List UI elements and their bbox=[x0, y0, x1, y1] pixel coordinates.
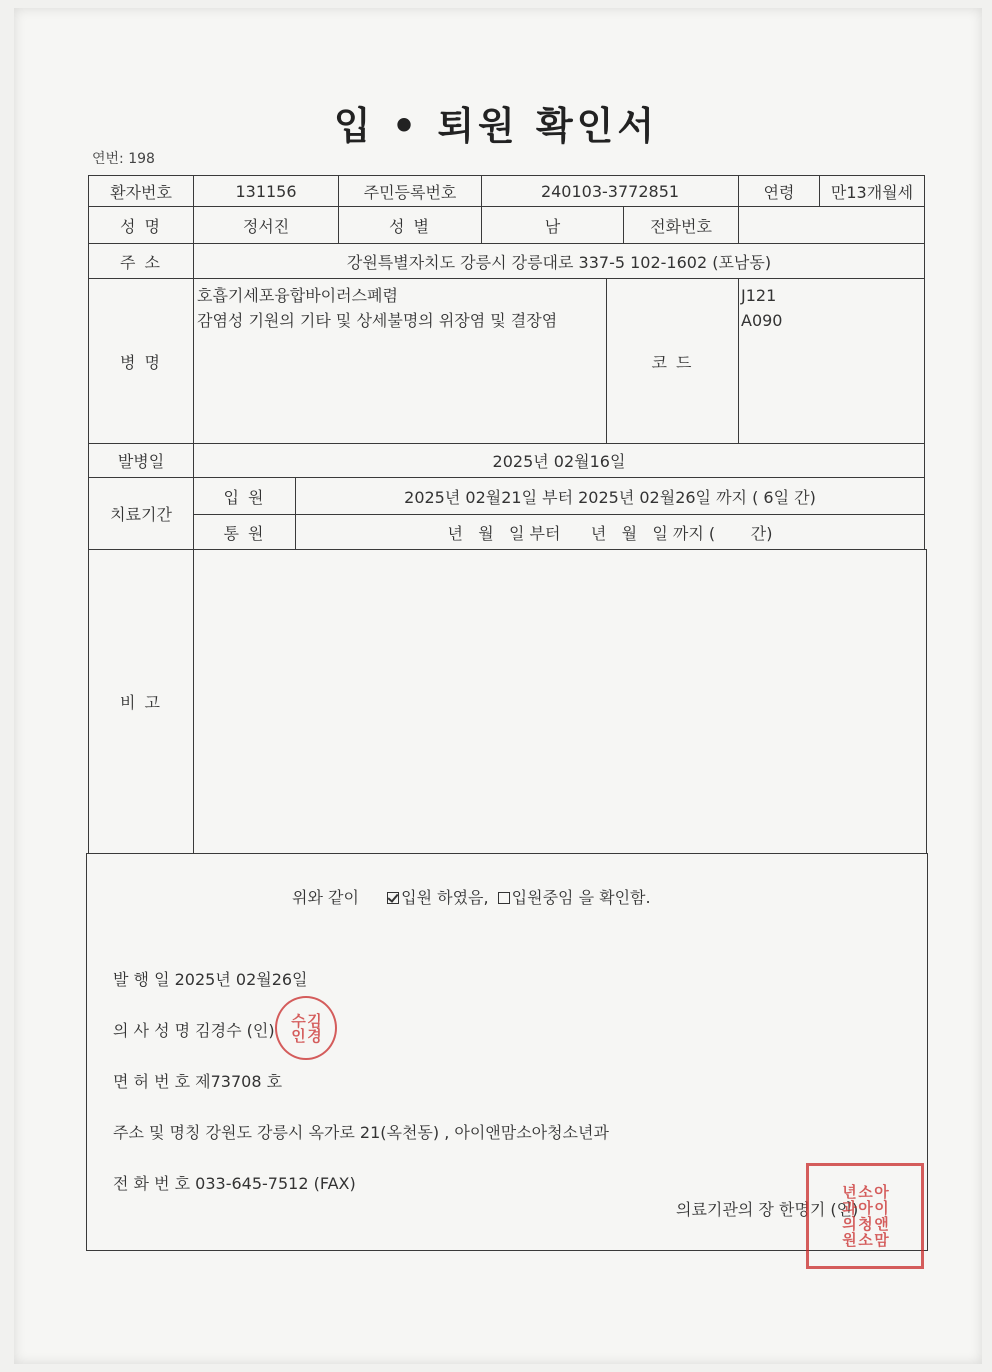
doctor-seal-stamp bbox=[275, 996, 337, 1060]
institution-seal-text: 아이앤맘 소아청소 년과의원 bbox=[840, 1184, 890, 1248]
diagnosis-label: 병 명 bbox=[88, 278, 194, 444]
age-label: 연령 bbox=[738, 175, 820, 207]
institution-head: 의료기관의 장 한명기 (인) bbox=[676, 1200, 859, 1219]
confirm-option2: 입원중임 을 확인함. bbox=[511, 888, 651, 907]
patient-no-label: 환자번호 bbox=[88, 175, 194, 207]
onset-value: 2025년 02월16일 bbox=[193, 443, 925, 478]
outpatient-label: 통 원 bbox=[193, 514, 296, 550]
onset-label: 발병일 bbox=[88, 443, 194, 478]
address-value: 강원특별자치도 강릉시 강릉대로 337-5 102-1602 (포남동) bbox=[193, 243, 925, 279]
phone-label: 전화번호 bbox=[623, 206, 739, 244]
admitted-checkbox bbox=[387, 892, 399, 904]
inpatient-value: 2025년 02월21일 부터 2025년 02월26일 까지 ( 6일 간) bbox=[295, 477, 925, 515]
phone-value bbox=[738, 206, 925, 244]
rrn-label: 주민등록번호 bbox=[338, 175, 482, 207]
treatment-label: 치료기간 bbox=[88, 477, 194, 550]
issue-date: 발 행 일 2025년 02월26일 bbox=[113, 970, 308, 989]
document-title: 입 • 퇴원 확인서 bbox=[333, 104, 659, 148]
sex-value: 남 bbox=[481, 206, 624, 244]
inpatient-label: 입 원 bbox=[193, 477, 296, 515]
diagnosis-box bbox=[193, 278, 607, 444]
confirm-sentence bbox=[292, 885, 651, 908]
remarks-label: 비 고 bbox=[88, 549, 194, 854]
doctor-seal-text: 김경 수인 bbox=[289, 1013, 323, 1043]
institution-seal-stamp bbox=[806, 1163, 924, 1269]
code-line-1: J121 bbox=[741, 286, 777, 305]
age-value: 만13개월세 bbox=[819, 175, 925, 207]
diagnosis-line-2: 감염성 기원의 기타 및 상세불명의 위장염 및 결장염 bbox=[197, 311, 558, 330]
address-label: 주 소 bbox=[88, 243, 194, 279]
sex-label: 성 별 bbox=[338, 206, 482, 244]
doctor-name: 의 사 성 명 김경수 (인) bbox=[113, 1021, 275, 1040]
confirm-option1: 입원 하였음, bbox=[401, 888, 489, 907]
serial-number: 연번: 198 bbox=[92, 151, 155, 167]
hospitalized-checkbox bbox=[498, 892, 510, 904]
code-line-2: A090 bbox=[741, 311, 783, 330]
code-lines bbox=[741, 283, 782, 333]
institution-phone: 전 화 번 호 033-645-7512 (FAX) bbox=[113, 1174, 356, 1193]
license-number: 면 허 번 호 제73708 호 bbox=[113, 1072, 283, 1091]
diagnosis-line-1: 호흡기세포융합바이러스폐렴 bbox=[197, 286, 398, 305]
remarks-value bbox=[193, 549, 927, 854]
code-label: 코 드 bbox=[606, 278, 739, 444]
patient-no-value: 131156 bbox=[193, 175, 339, 207]
institution-address: 주소 및 명칭 강원도 강릉시 옥가로 21(옥천동) , 아이앤맘소아청소년과 bbox=[113, 1123, 609, 1142]
confirm-prefix: 위와 같이 bbox=[292, 888, 359, 907]
rrn-value: 240103-3772851 bbox=[481, 175, 739, 207]
name-label: 성 명 bbox=[88, 206, 194, 244]
diagnosis-lines bbox=[197, 283, 557, 333]
outpatient-value: 년 월 일 부터 년 월 일 까지 ( 간) bbox=[295, 514, 925, 550]
code-box bbox=[738, 278, 925, 444]
name-value: 정서진 bbox=[193, 206, 339, 244]
